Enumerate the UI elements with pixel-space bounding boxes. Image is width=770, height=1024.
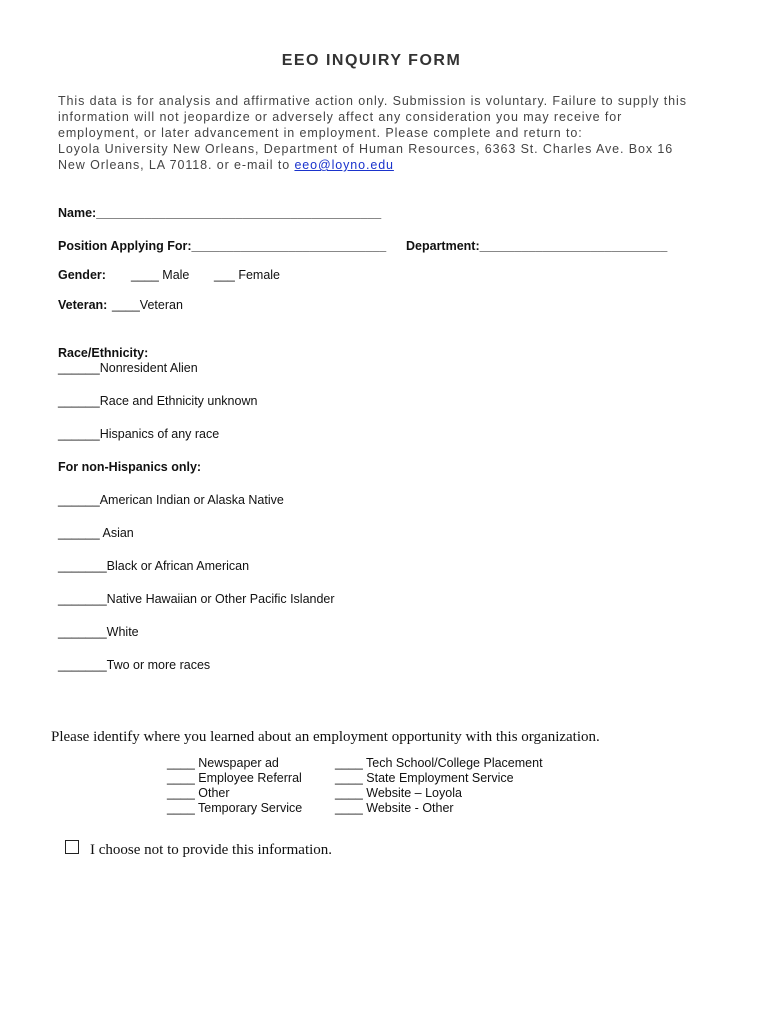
source-other-option[interactable]: ____ Other (167, 786, 230, 800)
gender-female-option[interactable]: ___ Female (214, 268, 281, 282)
intro-line-5-text: New Orleans, LA 70118. or e-mail to (58, 158, 295, 172)
name-field[interactable]: Name:_________________________________________ (58, 206, 382, 220)
gender-label: Gender: (58, 268, 106, 282)
race-american-indian-option[interactable]: ______American Indian or Alaska Native (58, 493, 284, 507)
gender-male-option[interactable]: ____ Male (131, 268, 190, 282)
veteran-option[interactable]: ____Veteran (112, 298, 183, 312)
source-website-other-option[interactable]: ____ Website - Other (335, 801, 454, 815)
race-hawaiian-option[interactable]: _______Native Hawaiian or Other Pacific Islander (58, 592, 335, 606)
race-hispanic-option[interactable]: ______Hispanics of any race (58, 427, 220, 441)
intro-line-1: This data is for analysis and affirmative action only. Submission is voluntary. Failure to supply this (58, 94, 687, 108)
intro-line-2: information will not jeopardize or adversely affect any consideration you may receive for (58, 110, 623, 124)
race-heading: Race/Ethnicity: (58, 346, 149, 360)
intro-line-4: Loyola University New Orleans, Department of Human Resources, 6363 St. Charles Ave. Box 16 (58, 142, 674, 156)
race-two-or-more-option[interactable]: _______Two or more races (58, 658, 211, 672)
source-question: Please identify where you learned about an employment opportunity with this organization. (51, 729, 600, 745)
race-asian-option[interactable]: ______ Asian (58, 526, 134, 540)
decline-checkbox[interactable] (65, 840, 79, 854)
source-state-employment-option[interactable]: ____ State Employment Service (335, 771, 514, 785)
department-field[interactable]: Department:___________________________ (406, 239, 668, 253)
race-unknown-option[interactable]: ______Race and Ethnicity unknown (58, 394, 258, 408)
source-tech-school-option[interactable]: ____ Tech School/College Placement (335, 756, 543, 770)
intro-line-5 (58, 158, 394, 172)
source-options-right (335, 756, 543, 816)
race-white-option[interactable]: _______White (58, 625, 139, 639)
source-temporary-service-option[interactable]: ____ Temporary Service (167, 801, 303, 815)
veteran-label: Veteran: (58, 298, 108, 312)
source-options-left (167, 756, 302, 816)
race-black-option[interactable]: _______Black or African American (58, 559, 250, 573)
source-website-loyola-option[interactable]: ____ Website – Loyola (335, 786, 462, 800)
decline-label: I choose not to provide this information. (90, 842, 333, 858)
source-employee-referral-option[interactable]: ____ Employee Referral (167, 771, 302, 785)
position-field[interactable]: Position Applying For:____________________________ (58, 239, 387, 253)
form-title: EEO INQUIRY FORM (281, 52, 462, 69)
race-nonresident-option[interactable]: ______Nonresident Alien (58, 361, 198, 375)
source-newspaper-option[interactable]: ____ Newspaper ad (167, 756, 279, 770)
email-link[interactable]: eeo@loyno.edu (294, 158, 394, 172)
intro-line-3: employment, or later advancement in employment. Please complete and return to: (58, 126, 583, 140)
non-hispanic-heading: For non-Hispanics only: (58, 460, 202, 474)
